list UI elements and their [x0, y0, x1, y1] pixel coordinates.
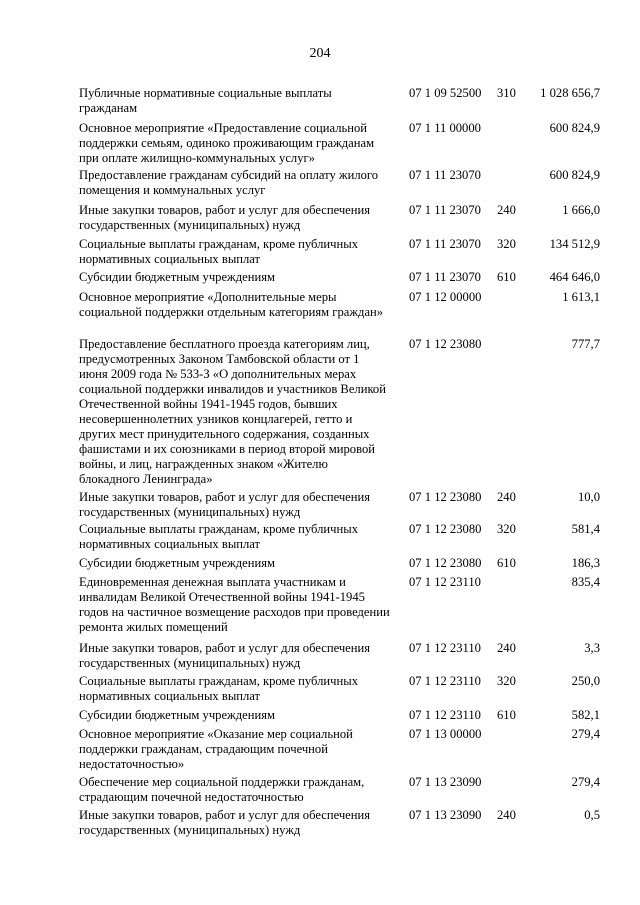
row-code: 07 1 13 00000 [409, 727, 482, 741]
row-amount: 134 512,9 [549, 237, 600, 251]
row-amount: 1 666,0 [562, 203, 600, 217]
row-name: Основное мероприятие «Предоставление социальной поддержки семьям, одиноко проживающим гражданам при оплате жилищно-коммунальных услуг» [79, 121, 375, 165]
row-type: 310 [497, 86, 516, 100]
row-name: Предоставление бесплатного проезда категориям лиц, предусмотренных Законом Тамбовской области от 1 июня 2009 года № 533-З «О дополнительных мерах социальной поддержки инвалидов и участников Великой Отечественной войны 1941-1945 годов, бывших несовершеннолетних узников концлагерей, гетто и других мест принудительного содержания, созданных фашистами и их союзниками в период второй мировой войны, и лиц, награжденных знаком «Жителю блокадного Ленинграда» [79, 337, 386, 486]
row-amount: 3,3 [584, 641, 600, 655]
row-code: 07 1 09 52500 [409, 86, 482, 100]
row-name: Обеспечение мер социальной поддержки гражданам, страдающим почечной недостаточностью [79, 775, 365, 804]
row-amount: 186,3 [571, 556, 600, 570]
row-amount: 279,4 [571, 727, 600, 741]
row-name: Основное мероприятие «Оказание мер социальной поддержки гражданам, страдающим почечной недостаточностью» [79, 727, 353, 771]
row-code: 07 1 12 00000 [409, 290, 482, 304]
row-amount: 777,7 [571, 337, 600, 351]
row-amount: 581,4 [571, 522, 600, 536]
row-amount: 582,1 [571, 708, 600, 722]
row-type: 240 [497, 641, 516, 655]
row-type: 240 [497, 808, 516, 822]
row-code: 07 1 11 23070 [409, 270, 481, 284]
row-name: Социальные выплаты гражданам, кроме публичных нормативных социальных выплат [79, 237, 358, 266]
row-name: Субсидии бюджетным учреждениям [79, 708, 275, 722]
page-number: 204 [309, 46, 331, 61]
row-code: 07 1 11 23070 [409, 237, 481, 251]
row-name: Предоставление гражданам субсидий на оплату жилого помещения и коммунальных услуг [79, 168, 379, 197]
row-name: Иные закупки товаров, работ и услуг для обеспечения государственных (муниципальных) нужд [79, 808, 371, 837]
row-name: Публичные нормативные социальные выплаты гражданам [79, 86, 332, 115]
row-amount: 1 028 656,7 [540, 86, 600, 100]
row-amount: 1 613,1 [562, 290, 600, 304]
row-amount: 835,4 [571, 575, 600, 589]
row-amount: 600 824,9 [549, 121, 600, 135]
row-name: Субсидии бюджетным учреждениям [79, 270, 275, 284]
row-amount: 10,0 [577, 490, 600, 504]
row-type: 320 [497, 674, 516, 688]
row-name: Иные закупки товаров, работ и услуг для обеспечения государственных (муниципальных) нужд [79, 641, 371, 670]
row-code: 07 1 12 23110 [409, 674, 481, 688]
row-type: 610 [497, 556, 516, 570]
row-name: Субсидии бюджетным учреждениям [79, 556, 275, 570]
row-name: Основное мероприятие «Дополнительные меры социальной поддержки отдельным категориям граждан» [79, 290, 384, 319]
row-code: 07 1 11 23070 [409, 168, 481, 182]
row-name: Социальные выплаты гражданам, кроме публичных нормативных социальных выплат [79, 674, 358, 703]
row-type: 320 [497, 237, 516, 251]
row-code: 07 1 12 23110 [409, 641, 481, 655]
row-type: 610 [497, 270, 516, 284]
row-amount: 279,4 [571, 775, 600, 789]
row-code: 07 1 12 23110 [409, 575, 481, 589]
row-type: 610 [497, 708, 516, 722]
row-name: Единовременная денежная выплата участникам и инвалидам Великой Отечественной войны 1941-1945 годов на частичное возмещение расходов при проведении ремонта жилых помещений [79, 575, 390, 634]
row-code: 07 1 13 23090 [409, 775, 482, 789]
row-code: 07 1 11 23070 [409, 203, 481, 217]
row-code: 07 1 12 23080 [409, 556, 482, 570]
row-amount: 0,5 [584, 808, 600, 822]
row-type: 240 [497, 490, 516, 504]
row-code: 07 1 12 23110 [409, 708, 481, 722]
row-code: 07 1 12 23080 [409, 490, 482, 504]
row-amount: 464 646,0 [549, 270, 600, 284]
row-code: 07 1 12 23080 [409, 337, 482, 351]
row-code: 07 1 13 23090 [409, 808, 482, 822]
row-code: 07 1 11 00000 [409, 121, 481, 135]
row-amount: 600 824,9 [549, 168, 600, 182]
row-code: 07 1 12 23080 [409, 522, 482, 536]
row-name: Иные закупки товаров, работ и услуг для обеспечения государственных (муниципальных) нужд [79, 490, 371, 519]
row-amount: 250,0 [571, 674, 600, 688]
row-type: 320 [497, 522, 516, 536]
row-name: Иные закупки товаров, работ и услуг для обеспечения государственных (муниципальных) нужд [79, 203, 371, 232]
row-name: Социальные выплаты гражданам, кроме публичных нормативных социальных выплат [79, 522, 358, 551]
row-type: 240 [497, 203, 516, 217]
